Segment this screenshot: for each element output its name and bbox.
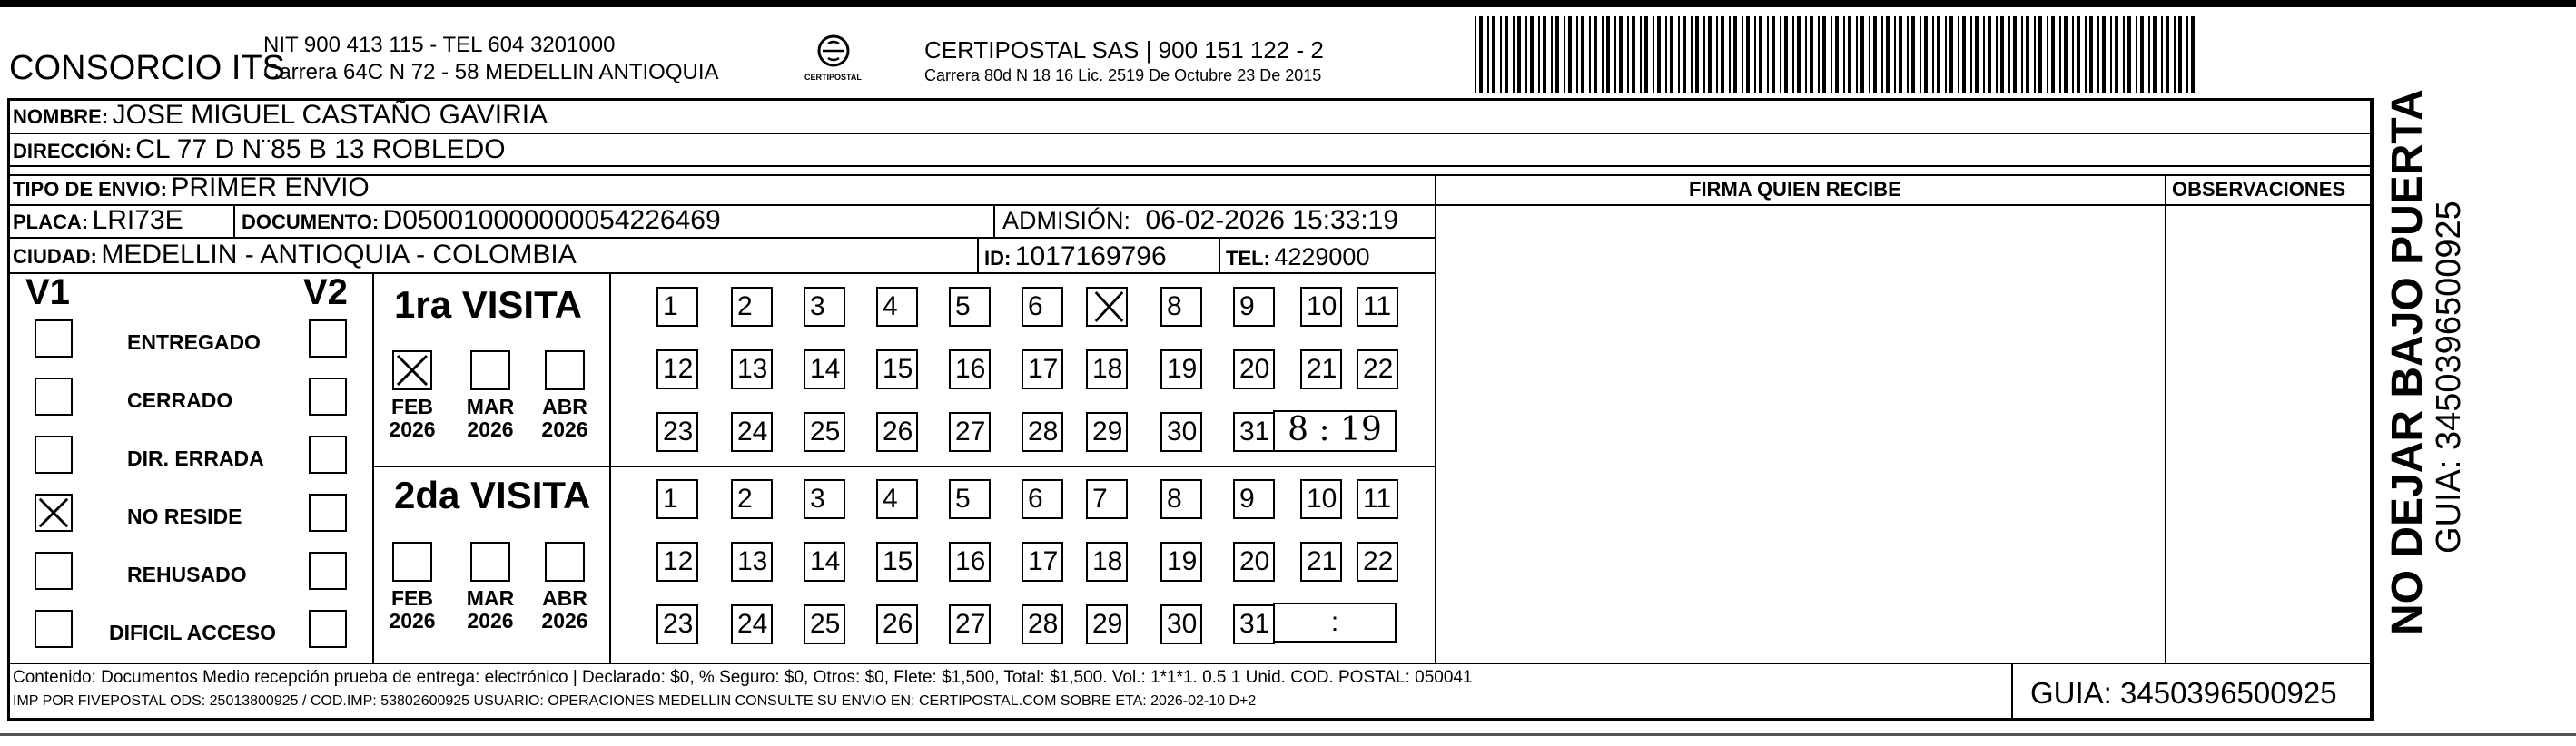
observations-header: OBSERVACIONES: [2172, 178, 2346, 201]
company-nit: NIT 900 413 115 - TEL 604 3201000: [263, 33, 616, 57]
tel-row: [1226, 243, 1369, 271]
day-checkbox[interactable]: 16: [949, 349, 991, 389]
signature-area[interactable]: [1437, 207, 2164, 661]
day-checkbox[interactable]: 17: [1022, 542, 1063, 582]
visit2-time-box[interactable]: [1273, 603, 1397, 643]
status-v2-checkbox[interactable]: [309, 552, 347, 590]
day-checkbox[interactable]: 1: [656, 479, 698, 519]
day-checkbox[interactable]: 22: [1357, 542, 1398, 582]
day-checkbox[interactable]: 15: [876, 349, 918, 389]
day-checkbox[interactable]: 30: [1160, 412, 1202, 452]
day-checkbox[interactable]: 14: [804, 542, 845, 582]
day-checkbox[interactable]: 30: [1160, 604, 1202, 644]
day-checkbox[interactable]: 17: [1022, 349, 1063, 389]
recipient-address: CL 77 D N¨85 B 13 ROBLEDO: [135, 134, 506, 164]
observations-area[interactable]: [2167, 207, 2369, 661]
day-checkbox[interactable]: 23: [656, 412, 698, 452]
carrier-name: CERTIPOSTAL SAS | 900 151 122 - 2: [924, 36, 1324, 64]
month-label: MAR 2026: [466, 586, 515, 633]
city: MEDELLIN - ANTIOQUIA - COLOMBIA: [101, 240, 577, 270]
day-checkbox[interactable]: 31: [1233, 604, 1275, 644]
company-address: Carrera 64C N 72 - 58 MEDELLIN ANTIOQUIA: [263, 60, 719, 84]
day-checkbox[interactable]: 12: [656, 349, 698, 389]
day-checkbox[interactable]: 24: [731, 604, 773, 644]
day-checkbox[interactable]: 2: [731, 287, 773, 327]
month-label: FEB 2026: [389, 395, 436, 441]
day-checkbox[interactable]: 4: [876, 287, 918, 327]
day-checkbox[interactable]: 2: [731, 479, 773, 519]
day-checkbox[interactable]: 19: [1160, 542, 1202, 582]
day-checkbox[interactable]: 20: [1233, 349, 1275, 389]
no-dejar-warning: NO DEJAR BAJO PUERTA: [2384, 89, 2432, 635]
day-checkbox[interactable]: 8: [1160, 479, 1202, 519]
document-label: DOCUMENTO:: [242, 211, 380, 233]
day-checkbox[interactable]: 5: [949, 287, 991, 327]
address-label: DIRECCIÓN:: [13, 140, 132, 162]
send-type: PRIMER ENVIO: [171, 172, 370, 202]
status-label: ENTREGADO: [127, 330, 261, 354]
month-checkbox[interactable]: [392, 350, 432, 390]
id-label: ID:: [984, 247, 1012, 270]
day-checkbox[interactable]: 5: [949, 479, 991, 519]
status-label: NO RESIDE: [127, 505, 242, 528]
day-checkbox[interactable]: 3: [804, 479, 845, 519]
day-checkbox[interactable]: 12: [656, 542, 698, 582]
day-checkbox[interactable]: 22: [1357, 349, 1398, 389]
day-checkbox[interactable]: 26: [876, 604, 918, 644]
day-checkbox[interactable]: 7: [1086, 479, 1128, 519]
day-checkbox[interactable]: 11: [1357, 479, 1398, 519]
day-checkbox[interactable]: 11: [1357, 287, 1398, 327]
month-checkbox[interactable]: [545, 542, 585, 582]
top-border: [0, 0, 2576, 7]
month-checkbox[interactable]: [545, 350, 585, 390]
bottom-border: [0, 733, 2576, 736]
day-checkbox[interactable]: 24: [731, 412, 773, 452]
plate-label: PLACA:: [13, 211, 89, 233]
status-label: REHUSADO: [127, 563, 247, 586]
status-v2-checkbox[interactable]: [309, 610, 347, 648]
plate: LRI73E: [92, 205, 183, 235]
status-label: DIR. ERRADA: [127, 447, 264, 470]
day-checkbox[interactable]: 6: [1022, 479, 1063, 519]
status-v1-checkbox[interactable]: [35, 494, 73, 532]
city-label: CIUDAD:: [13, 245, 97, 268]
day-checkbox[interactable]: 15: [876, 542, 918, 582]
day-checkbox[interactable]: [1086, 287, 1128, 327]
imp-line: IMP POR FIVEPOSTAL ODS: 25013800925 / COD.IMP: 53802600925 USUARIO: OPERACIONES MEDELLIN CONSULTE SU ENVIO EN: CERTIPOSTAL.COM SOBRE ETA: 2026-02-10 D+2: [13, 693, 1257, 709]
content-line: Contenido: Documentos Medio recepción prueba de entrega: electrónico | Declarado: $0, % Seguro: $0, Otros: $0, Flete: $1,500, Total: $1,500. Vol.: 1*1*1. 0.5 1 Unid. COD. POSTAL: 050041: [13, 668, 1473, 687]
day-checkbox[interactable]: 27: [949, 412, 991, 452]
day-checkbox[interactable]: 8: [1160, 287, 1202, 327]
status-v1-checkbox[interactable]: [35, 436, 73, 474]
day-checkbox[interactable]: 23: [656, 604, 698, 644]
send-type-row: [13, 172, 370, 203]
day-checkbox[interactable]: 19: [1160, 349, 1202, 389]
day-checkbox[interactable]: 4: [876, 479, 918, 519]
visit2-time: :: [1330, 607, 1339, 637]
day-checkbox[interactable]: 3: [804, 287, 845, 327]
day-checkbox[interactable]: 21: [1300, 542, 1342, 582]
name-label: NOMBRE:: [13, 105, 109, 128]
status-v2-checkbox[interactable]: [309, 378, 347, 416]
day-checkbox[interactable]: 29: [1086, 412, 1128, 452]
id-number: 1017169796: [1014, 241, 1167, 271]
document-number: D050010000000054226469: [382, 205, 721, 235]
day-checkbox[interactable]: 9: [1233, 287, 1275, 327]
status-v2-checkbox[interactable]: [309, 436, 347, 474]
document-row: [242, 205, 721, 236]
visit1-title: 1ra VISITA: [394, 283, 582, 326]
day-checkbox[interactable]: 14: [804, 349, 845, 389]
guia-box: GUIA: 3450396500925: [2030, 676, 2337, 710]
address-row: [13, 134, 506, 165]
side-guia: GUIA: 3450396500925: [2430, 201, 2468, 554]
visit1-time: 8 : 19: [1288, 411, 1382, 448]
barcode: [1475, 16, 2196, 93]
day-checkbox[interactable]: 20: [1233, 542, 1275, 582]
day-checkbox[interactable]: 1: [656, 287, 698, 327]
day-checkbox[interactable]: 28: [1022, 604, 1063, 644]
day-checkbox[interactable]: 28: [1022, 412, 1063, 452]
admission-date: 06-02-2026 15:33:19: [1145, 205, 1399, 235]
status-v1-checkbox[interactable]: [35, 378, 73, 416]
visit1-time-box[interactable]: [1273, 410, 1397, 452]
day-checkbox[interactable]: 13: [731, 349, 773, 389]
month-label: FEB 2026: [389, 586, 436, 633]
day-checkbox[interactable]: 31: [1233, 412, 1275, 452]
day-checkbox[interactable]: 27: [949, 604, 991, 644]
id-row: [984, 241, 1167, 272]
day-checkbox[interactable]: 10: [1300, 287, 1342, 327]
name-row: [13, 100, 548, 131]
city-row: [13, 240, 577, 270]
day-checkbox[interactable]: 25: [804, 604, 845, 644]
carrier-address: Carrera 80d N 18 16 Lic. 2519 De Octubre 23 De 2015: [924, 66, 1322, 84]
admission-row: [1002, 205, 1398, 236]
admission-label: ADMISIÓN:: [1002, 207, 1131, 234]
day-checkbox[interactable]: 21: [1300, 349, 1342, 389]
status-v1-checkbox[interactable]: [35, 319, 73, 358]
v2-label: V2: [303, 272, 348, 312]
status-v2-checkbox[interactable]: [309, 494, 347, 532]
tel-number: 4229000: [1274, 243, 1370, 270]
tel-label: TEL:: [1226, 247, 1270, 270]
day-checkbox[interactable]: 16: [949, 542, 991, 582]
recipient-name: JOSE MIGUEL CASTAÑO GAVIRIA: [112, 100, 548, 130]
status-label: DIFICIL ACCESO: [109, 621, 277, 644]
day-checkbox[interactable]: 26: [876, 412, 918, 452]
day-checkbox[interactable]: 25: [804, 412, 845, 452]
day-checkbox[interactable]: 18: [1086, 349, 1128, 389]
send-type-label: TIPO DE ENVIO:: [13, 178, 167, 201]
plate-row: [13, 205, 183, 236]
status-v1-checkbox[interactable]: [35, 610, 73, 648]
company-name: CONSORCIO ITS: [9, 49, 286, 87]
status-v1-checkbox[interactable]: [35, 552, 73, 590]
signature-header: FIRMA QUIEN RECIBE: [1689, 178, 1901, 201]
month-checkbox[interactable]: [392, 542, 432, 582]
month-checkbox[interactable]: [470, 350, 510, 390]
month-label: ABR 2026: [541, 586, 588, 633]
day-checkbox[interactable]: 9: [1233, 479, 1275, 519]
month-label: MAR 2026: [466, 395, 515, 441]
status-label: CERRADO: [127, 388, 233, 412]
month-label: ABR 2026: [541, 395, 588, 441]
day-checkbox[interactable]: 29: [1086, 604, 1128, 644]
logo-caption: CERTIPOSTAL: [804, 73, 862, 82]
visit2-title: 2da VISITA: [394, 474, 591, 516]
month-checkbox[interactable]: [470, 542, 510, 582]
day-checkbox[interactable]: 18: [1086, 542, 1128, 582]
day-checkbox[interactable]: 13: [731, 542, 773, 582]
day-checkbox[interactable]: 10: [1300, 479, 1342, 519]
status-v2-checkbox[interactable]: [309, 319, 347, 358]
day-checkbox[interactable]: 6: [1022, 287, 1063, 327]
v1-label: V1: [25, 272, 70, 312]
